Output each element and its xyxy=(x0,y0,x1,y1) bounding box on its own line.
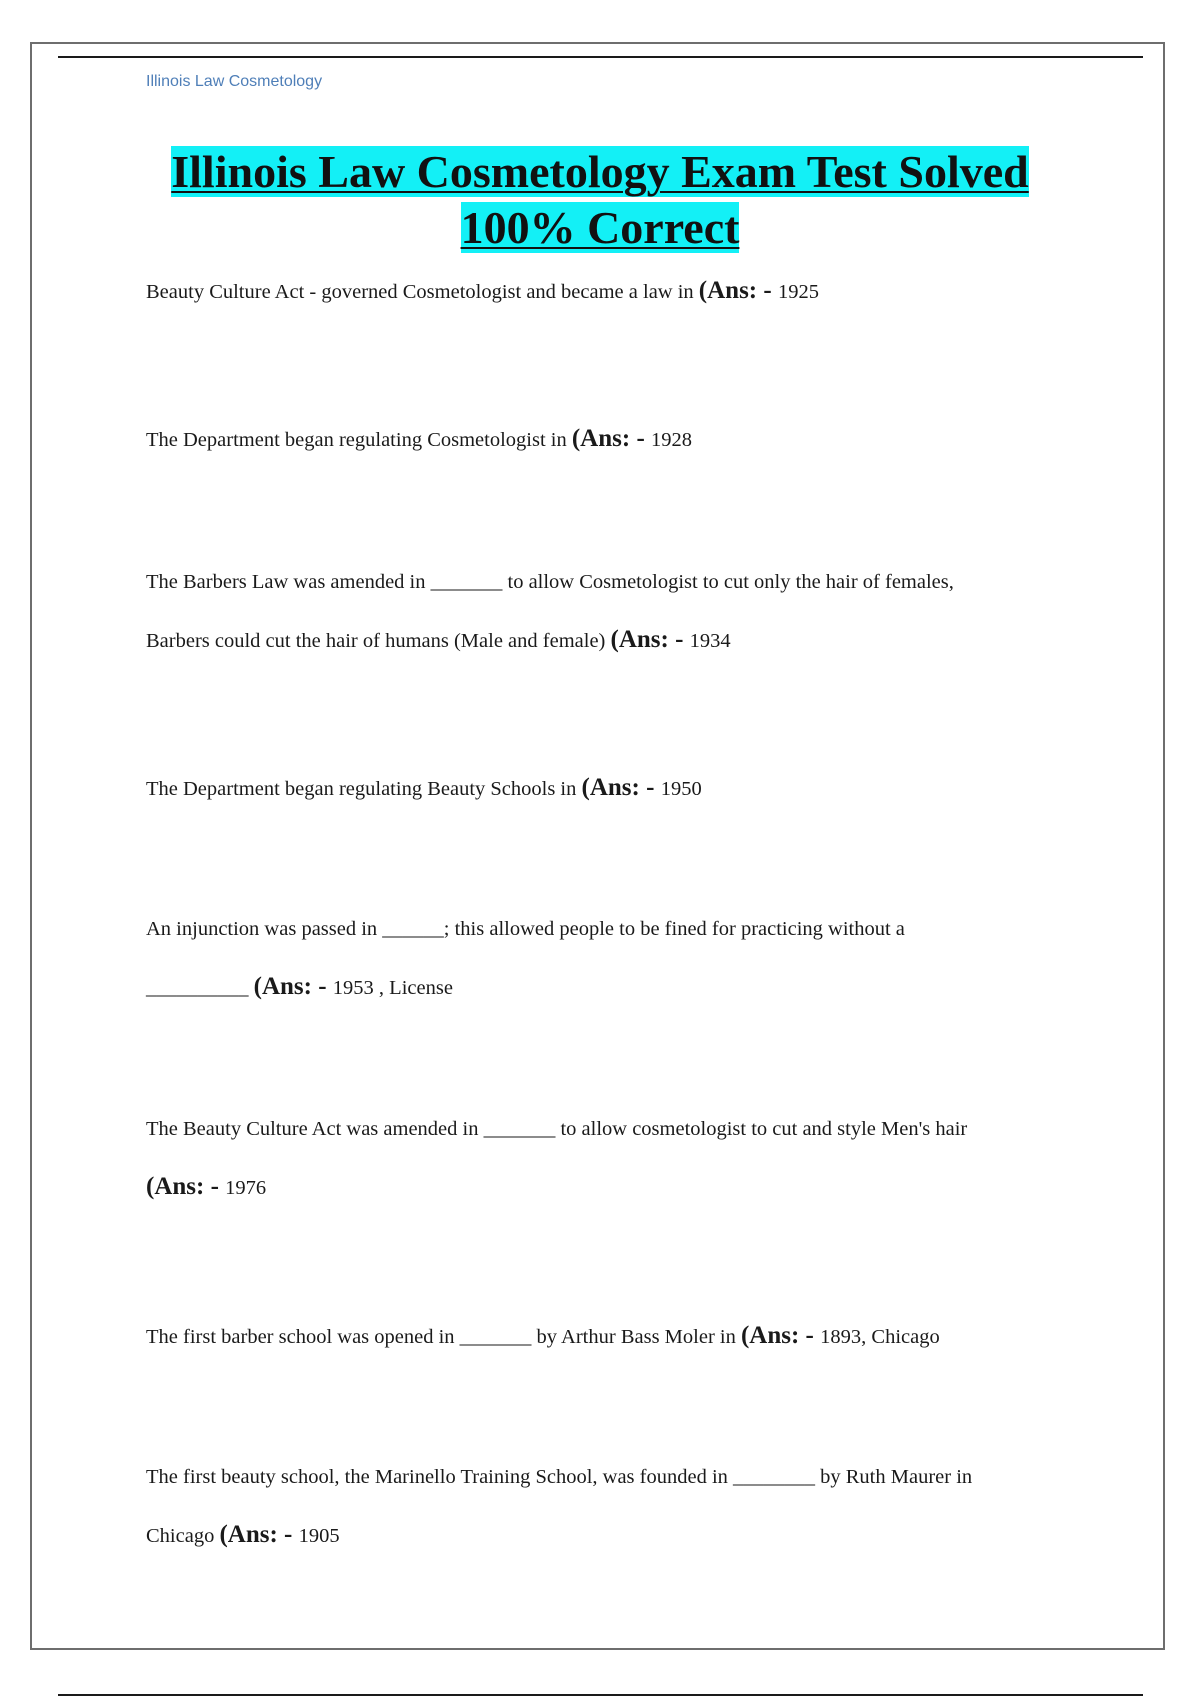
answer-label: (Ans: - xyxy=(146,1173,226,1200)
question-line xyxy=(146,1506,1076,1565)
running-header: Illinois Law Cosmetology xyxy=(146,73,323,90)
answer-value: 1893, Chicago xyxy=(820,1326,940,1348)
question-item xyxy=(146,901,1076,1017)
question-line xyxy=(146,901,1076,958)
question-line xyxy=(146,958,1076,1017)
answer-value: 1976 xyxy=(225,1177,267,1199)
question-text: The first barber school was opened in _______ by Arthur Bass Moler in xyxy=(146,1326,741,1348)
question-item xyxy=(146,262,1076,321)
question-text: The Beauty Culture Act was amended in _______ to allow cosmetologist to cut and style Men's hair xyxy=(146,1118,968,1140)
question-item xyxy=(146,554,1076,670)
question-text: The Barbers Law was amended in _______ to allow Cosmetologist to cut only the hair of females, xyxy=(146,571,954,593)
question-line xyxy=(146,1449,1076,1506)
question-text: Barbers could cut the hair of humans (Male and female) xyxy=(146,630,611,652)
question-text: The Department began regulating Beauty Schools in xyxy=(146,778,582,800)
question-item xyxy=(146,1101,1076,1217)
answer-label: (Ans: - xyxy=(581,774,661,801)
question-text: Chicago xyxy=(146,1525,220,1547)
question-item xyxy=(146,1307,1076,1366)
question-text: Beauty Culture Act - governed Cosmetologist and became a law in xyxy=(146,281,699,303)
answer-value: 1925 xyxy=(777,281,819,303)
document-title xyxy=(120,144,1080,256)
footer-rule xyxy=(58,1694,1143,1696)
question-line xyxy=(146,262,1076,321)
question-line xyxy=(146,1307,1076,1366)
answer-value: 1934 xyxy=(689,630,731,652)
question-line xyxy=(146,554,1076,611)
title-line-2: 100% Correct xyxy=(460,202,740,253)
answer-value: 1950 xyxy=(660,778,702,800)
question-line xyxy=(146,611,1076,670)
title-line-1: Illinois Law Cosmetology Exam Test Solved xyxy=(171,146,1029,197)
question-text: The first beauty school, the Marinello Training School, was founded in ________ by Ruth Maurer in xyxy=(146,1466,973,1488)
answer-label: (Ans: - xyxy=(571,425,652,452)
header-rule xyxy=(58,56,1143,58)
answer-value: 1953 , License xyxy=(332,977,453,999)
question-line xyxy=(146,1101,1076,1158)
question-item xyxy=(146,759,1076,818)
question-item xyxy=(146,1449,1076,1565)
question-line xyxy=(146,410,1076,469)
question-text: An injunction was passed in ______; this allowed people to be fined for practicing without a xyxy=(146,918,905,940)
answer-label: (Ans: - xyxy=(698,277,778,304)
answer-value: 1905 xyxy=(298,1525,340,1547)
answer-value: 1928 xyxy=(651,429,693,451)
question-line xyxy=(146,759,1076,818)
answer-label: (Ans: - xyxy=(219,1521,299,1548)
answer-label: (Ans: - xyxy=(740,1322,821,1349)
answer-label: (Ans: - xyxy=(253,973,333,1000)
answer-label: (Ans: - xyxy=(610,626,690,653)
question-text: __________ xyxy=(146,977,254,999)
question-text: The Department began regulating Cosmetologist in xyxy=(146,429,572,451)
question-line xyxy=(146,1158,1076,1217)
question-item xyxy=(146,410,1076,469)
